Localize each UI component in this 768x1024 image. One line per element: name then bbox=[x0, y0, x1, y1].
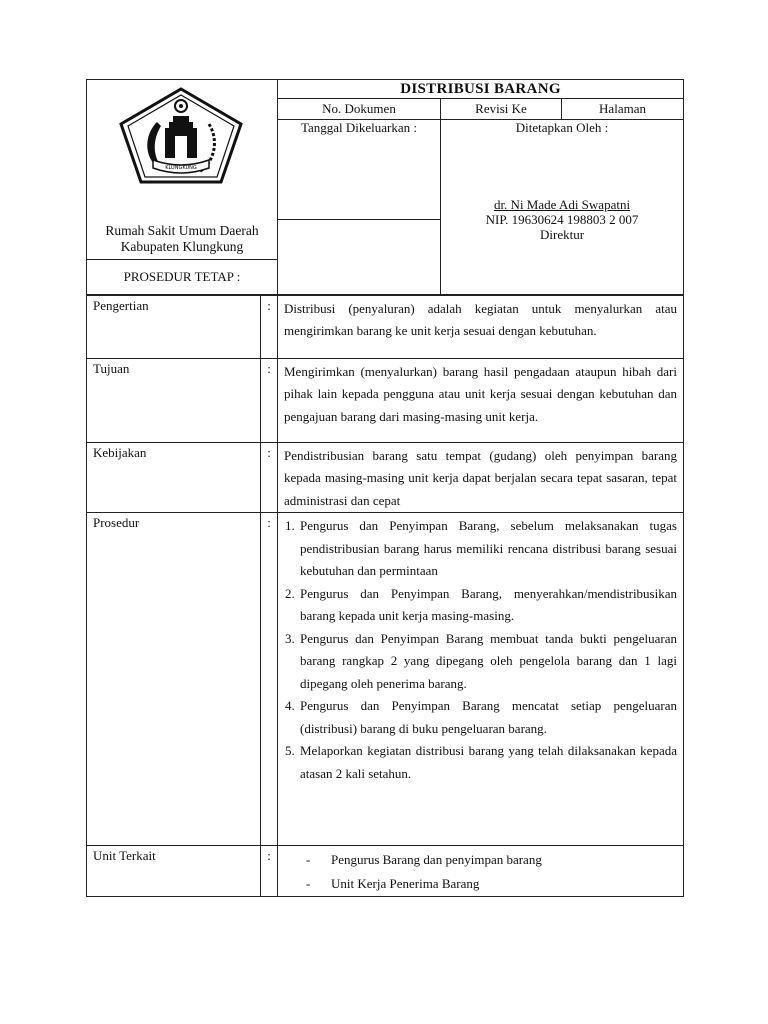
row-prosedur bbox=[87, 513, 684, 846]
unit-terkait-content bbox=[278, 846, 684, 897]
row-kebijakan bbox=[87, 442, 684, 513]
revisi-ke-label: Revisi Ke bbox=[441, 99, 562, 120]
hospital-name-line1: Rumah Sakit Umum Daerah bbox=[105, 222, 259, 238]
unit-terkait-label: Unit Terkait bbox=[87, 846, 261, 897]
dash-bullet: - bbox=[306, 852, 311, 867]
row-tujuan bbox=[87, 358, 684, 442]
colon: : bbox=[261, 358, 278, 442]
prosedur-label: Prosedur bbox=[87, 513, 261, 846]
unit-terkait-item bbox=[306, 848, 677, 872]
logo-cell bbox=[87, 80, 278, 220]
colon: : bbox=[261, 513, 278, 846]
signature-block bbox=[441, 197, 683, 242]
signer-name: dr. Ni Made Adi Swapatni bbox=[493, 197, 631, 212]
prosedur-content bbox=[278, 513, 684, 846]
klungkung-emblem-logo bbox=[117, 86, 245, 186]
row-pengertian bbox=[87, 295, 684, 358]
hospital-name-line2: Kabupaten Klungkung bbox=[120, 238, 244, 254]
signer-nip: NIP. 19630624 198803 2 007 bbox=[485, 212, 639, 227]
logo-text: KLUNGKUNG bbox=[165, 165, 197, 171]
prosedur-list bbox=[280, 515, 677, 785]
dash-bullet: - bbox=[306, 876, 311, 891]
colon: : bbox=[261, 442, 278, 513]
tanggal-dikeluarkan-label: Tanggal Dikeluarkan : bbox=[300, 120, 418, 135]
colon: : bbox=[261, 295, 278, 358]
ditetapkan-oleh-label: Ditetapkan Oleh : bbox=[515, 120, 609, 135]
unit-terkait-item-text: Pengurus Barang dan penyimpan barang bbox=[331, 852, 542, 867]
signer-title: Direktur bbox=[539, 227, 585, 242]
tanggal-value-cell bbox=[278, 220, 441, 295]
kebijakan-label: Kebijakan bbox=[87, 442, 261, 513]
prosedur-tetap-label: PROSEDUR TETAP : bbox=[87, 259, 278, 294]
prosedur-step: 5. Melaporkan kegiatan distribusi barang yang telah dilaksanakan kepada atasan 2 kali setahun. bbox=[298, 740, 677, 785]
unit-terkait-list bbox=[284, 848, 677, 896]
prosedur-step: 1. Pengurus dan Penyimpan Barang, sebelum melaksanakan tugas pendistribusian barang harus memiliki rencana distribusi barang sesuai kebutuhan dan permintaan bbox=[298, 515, 677, 583]
tanggal-dikeluarkan-cell bbox=[278, 120, 441, 220]
kebijakan-text: Pendistribusian barang satu tempat (gudang) oleh penyimpan barang kepada masing-masing unit kerja dapat berjalan secara tepat sasaran, tepat administrasi dan cepat bbox=[278, 442, 684, 513]
no-dokumen-label: No. Dokumen bbox=[278, 99, 441, 120]
ditetapkan-oleh-cell bbox=[441, 120, 684, 295]
hospital-name bbox=[87, 220, 278, 260]
row-unit-terkait bbox=[87, 846, 684, 897]
prosedur-step: 3. Pengurus dan Penyimpan Barang membuat tanda bukti pengeluaran barang rangkap 2 yang dipegang oleh pengelola barang dan 1 lagi dipegang oleh penerima barang. bbox=[298, 628, 677, 696]
tujuan-label: Tujuan bbox=[87, 358, 261, 442]
body-table bbox=[86, 295, 684, 898]
pengertian-label: Pengertian bbox=[87, 295, 261, 358]
colon: : bbox=[261, 846, 278, 897]
prosedur-step: 2. Pengurus dan Penyimpan Barang, menyerahkan/mendistribusikan barang kepada unit kerja masing-masing. bbox=[298, 583, 677, 628]
unit-terkait-item-text: Unit Kerja Penerima Barang bbox=[331, 876, 480, 891]
halaman-label: Halaman bbox=[562, 99, 684, 120]
unit-terkait-item bbox=[306, 872, 677, 896]
prosedur-step: 4. Pengurus dan Penyimpan Barang mencatat setiap pengeluaran (distribusi) barang di buku pengeluaran barang. bbox=[298, 695, 677, 740]
pengertian-text: Distribusi (penyaluran) adalah kegiatan untuk menyalurkan atau mengirimkan barang ke unit kerja sesuai dengan kebutuhan. bbox=[278, 295, 684, 358]
document-title: DISTRIBUSI BARANG bbox=[278, 80, 684, 99]
tujuan-text: Mengirimkan (menyalurkan) barang hasil pengadaan ataupun hibah dari pihak lain kepada pengguna atau unit kerja sesuai dengan kebutuhan dan pengajuan barang dari masing-masing unit kerja. bbox=[278, 358, 684, 442]
sop-document bbox=[86, 79, 683, 897]
header-table bbox=[86, 79, 684, 295]
